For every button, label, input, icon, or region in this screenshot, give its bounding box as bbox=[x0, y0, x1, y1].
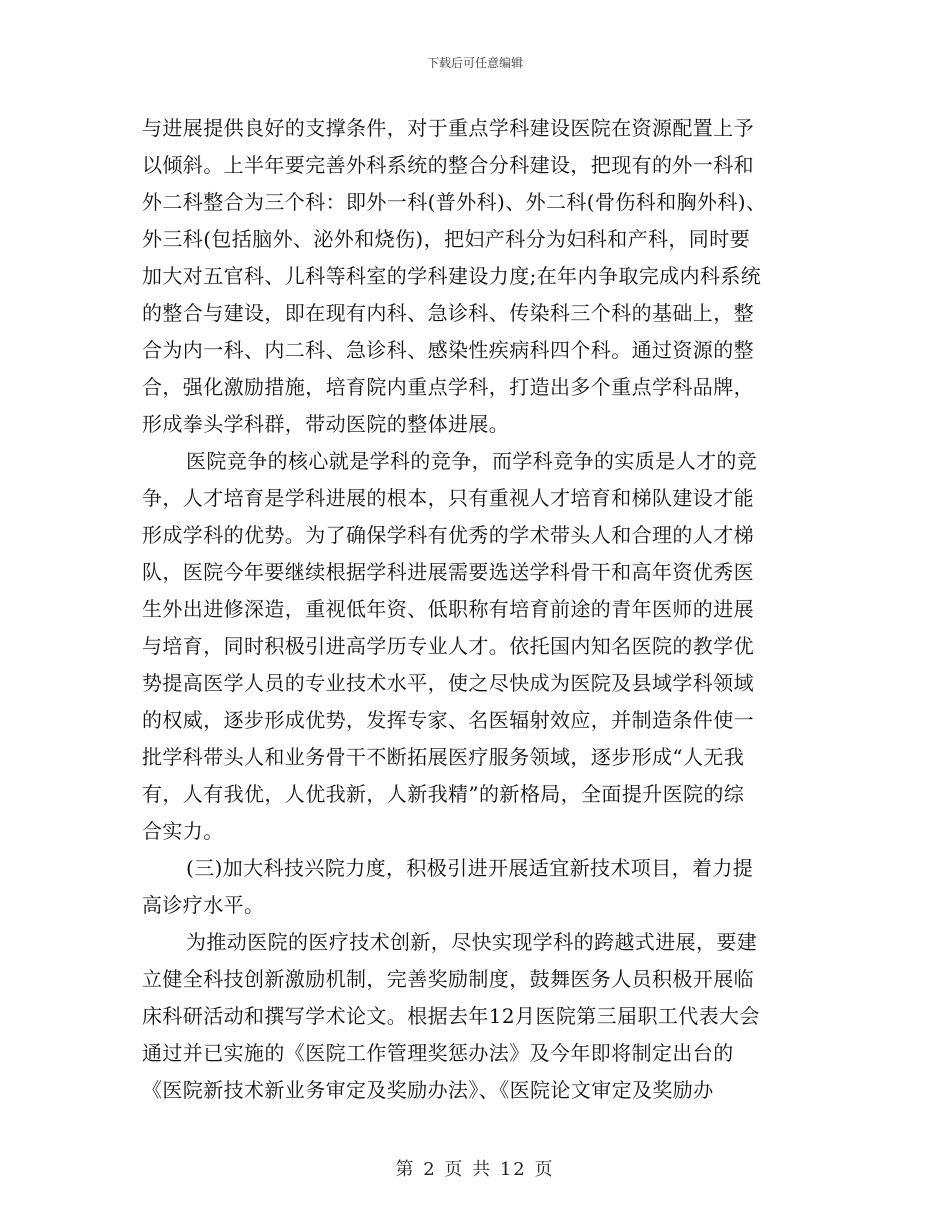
text-line: 合，强化激励措施，培育院内重点学科，打造出多个重点学科品牌， bbox=[142, 375, 754, 399]
text-line: 外三科(包括脑外、泌外和烧伤)，把妇产科分为妇科和产科，同时要 bbox=[142, 227, 751, 251]
text-line: 通过并已实施的《医院工作管理奖惩办法》及今年即将制定出台的 bbox=[142, 1041, 734, 1065]
section-heading-line: 高诊疗水平。 bbox=[142, 893, 265, 917]
text-line: 势提高医学人员的专业技术水平，使之尽快成为医院及县域学科领域 bbox=[142, 671, 754, 695]
text-line: 以倾斜。上半年要完善外科系统的整合分科建设，把现有的外一科和 bbox=[142, 153, 754, 177]
text-line: 争，人才培育是学科进展的根本，只有重视人才培育和梯队建设才能 bbox=[142, 486, 754, 510]
text-line: 批学科带头人和业务骨干不断拓展医疗服务领域，逐步形成“人无我 bbox=[142, 745, 745, 769]
text-line: 床科研活动和撰写学术论文。根据去年12月医院第三届职工代表大会 bbox=[142, 1004, 760, 1028]
page-number: 第 2 页 共 12 页 bbox=[395, 1159, 555, 1180]
text-line: 外二科整合为三个科：即外一科(普外科)、外二科(骨伤科和胸外科)、 bbox=[142, 190, 767, 214]
text-line: 加大对五官科、儿科等科室的学科建设力度;在年内争取完成内科系统 bbox=[142, 264, 762, 288]
text-line: 《医院新技术新业务审定及奖励办法》、《医院论文审定及奖励办 bbox=[142, 1078, 714, 1102]
page-header: 下载后可任意编辑 bbox=[426, 56, 523, 70]
text-line: 形成拳头学科群，带动医院的整体进展。 bbox=[142, 412, 510, 436]
text-line: 与进展提供良好的支撑条件，对于重点学科建设医院在资源配置上予 bbox=[142, 116, 754, 140]
text-line: 队，医院今年要继续根据学科进展需要选送学科骨干和高年资优秀医 bbox=[142, 560, 754, 584]
text-line: 合实力。 bbox=[142, 819, 224, 843]
text-line: 形成学科的优势。为了确保学科有优秀的学术带头人和合理的人才梯 bbox=[142, 523, 754, 547]
text-line: 生外出进修深造，重视低年资、低职称有培育前途的青年医师的进展 bbox=[142, 597, 754, 621]
text-line: 合为内一科、内二科、急诊科、感染性疾病科四个科。通过资源的整 bbox=[142, 338, 754, 362]
text-line: 与培育，同时积极引进高学历专业人才。依托国内知名医院的教学优 bbox=[142, 634, 754, 658]
text-line: 立健全科技创新激励机制，完善奖励制度，鼓舞医务人员积极开展临 bbox=[142, 967, 754, 991]
section-heading-line: (三)加大科技兴院力度，积极引进开展适宜新技术项目，着力提 bbox=[186, 856, 754, 880]
paragraph-first-line: 为推动医院的医疗技术创新，尽快实现学科的跨越式进展，要建 bbox=[186, 930, 758, 954]
text-line: 有，人有我优，人优我新，人新我精”的新格局，全面提升医院的综 bbox=[142, 782, 745, 806]
text-line: 的权威，逐步形成优势，发挥专家、名医辐射效应，并制造条件使一 bbox=[142, 708, 754, 732]
paragraph-first-line: 医院竞争的核心就是学科的竞争，而学科竞争的实质是人才的竞 bbox=[186, 449, 758, 473]
text-line: 的整合与建设，即在现有内科、急诊科、传染科三个科的基础上，整 bbox=[142, 301, 754, 325]
document-body bbox=[142, 110, 814, 1109]
